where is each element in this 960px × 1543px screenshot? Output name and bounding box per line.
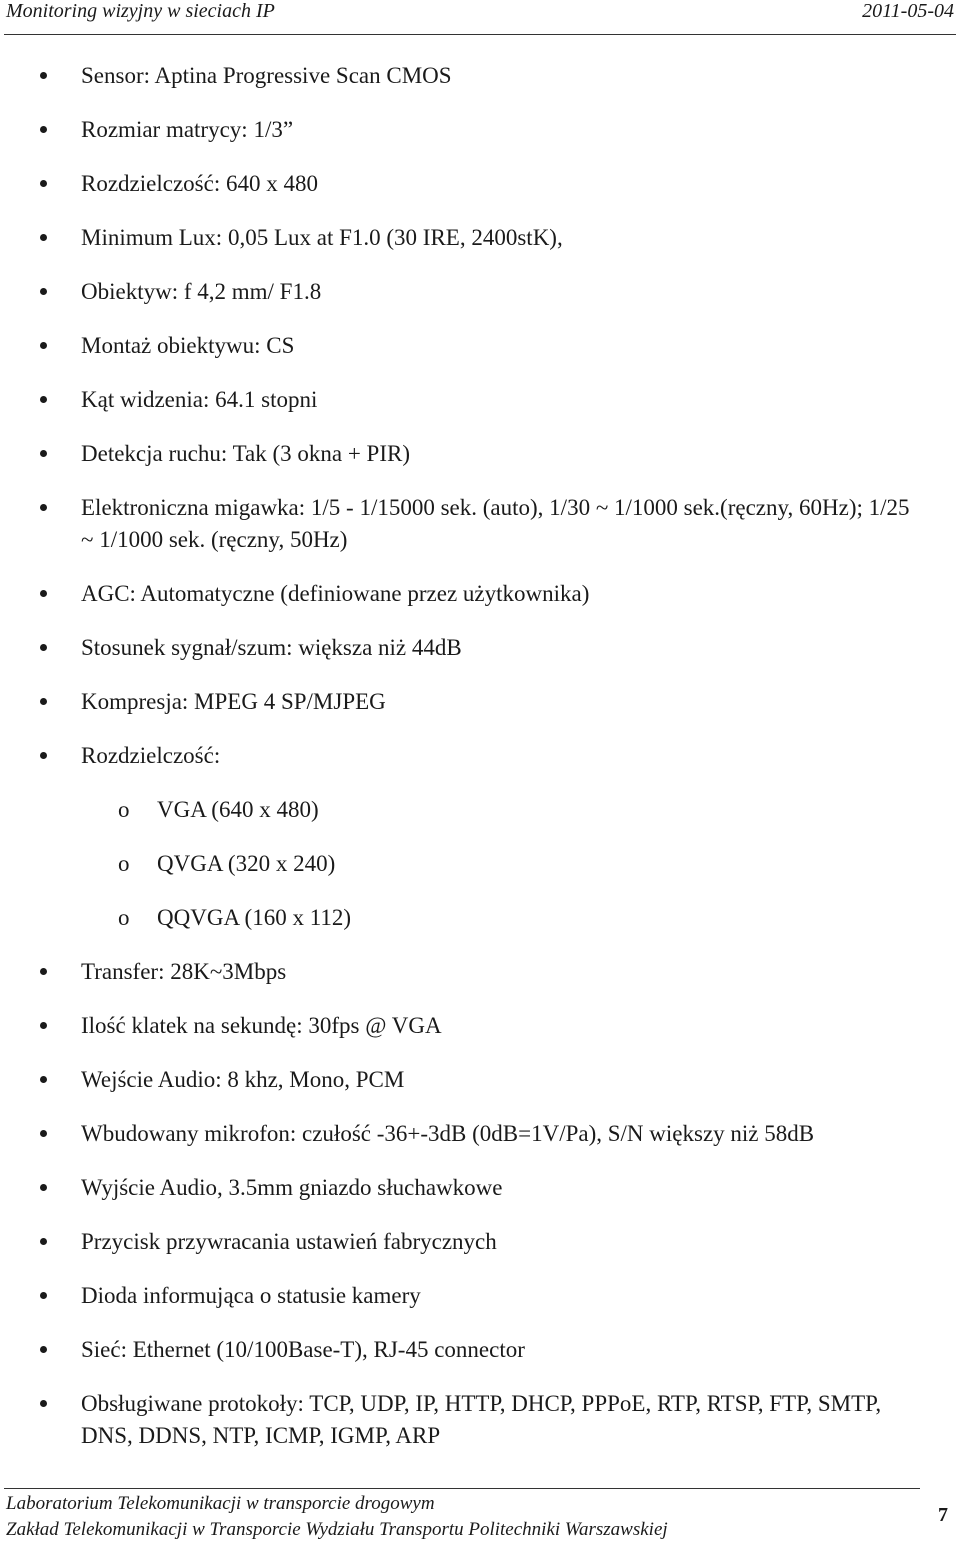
- list-item: [0, 1010, 911, 1042]
- bullet-icon: [40, 180, 47, 187]
- bullet-icon: [40, 644, 47, 651]
- bullet-icon: [40, 288, 47, 295]
- bullet-icon: [40, 126, 47, 133]
- circle-bullet-icon: o: [118, 851, 130, 876]
- sub-list-item-text: VGA (640 x 480): [157, 797, 319, 822]
- list-item-text: Kąt widzenia: 64.1 stopni: [81, 387, 318, 412]
- bullet-icon: [40, 1022, 47, 1029]
- list-item-text: Wyjście Audio, 3.5mm gniazdo słuchawkowe: [81, 1175, 503, 1200]
- page-number: 7: [938, 1504, 948, 1526]
- header-title: Monitoring wizyjny w sieciach IP: [6, 0, 275, 22]
- bullet-icon: [40, 504, 47, 511]
- list-item: [0, 740, 911, 772]
- bullet-icon: [40, 1346, 47, 1353]
- bullet-icon: [40, 234, 47, 241]
- list-item: [0, 222, 911, 254]
- bullet-icon: [40, 450, 47, 457]
- sub-list-item-text: QVGA (320 x 240): [157, 851, 336, 876]
- list-item-text: AGC: Automatyczne (definiowane przez użytkownika): [81, 581, 590, 606]
- bullet-icon: [40, 1184, 47, 1191]
- bullet-icon: [40, 1292, 47, 1299]
- bullet-icon: [40, 1238, 47, 1245]
- list-item: [0, 114, 911, 146]
- header-date: 2011-05-04: [862, 0, 954, 22]
- sub-list-item: [0, 902, 960, 934]
- list-item-text: Sieć: Ethernet (10/100Base-T), RJ-45 connector: [81, 1337, 525, 1362]
- list-item: [0, 632, 911, 664]
- bullet-icon: [40, 698, 47, 705]
- list-item: [0, 1334, 911, 1366]
- list-item-text: Przycisk przywracania ustawień fabrycznych: [81, 1229, 497, 1254]
- list-item-text: Detekcja ruchu: Tak (3 okna + PIR): [81, 441, 411, 466]
- list-item-text: Obiektyw: f 4,2 mm/ F1.8: [81, 279, 322, 304]
- circle-bullet-icon: o: [118, 797, 130, 822]
- bullet-icon: [40, 342, 47, 349]
- spec-list: [0, 60, 960, 1474]
- sub-list-item: [0, 848, 960, 880]
- list-item-text: Ilość klatek na sekundę: 30fps @ VGA: [81, 1013, 442, 1038]
- list-item: [0, 1118, 911, 1150]
- footer-lab-name: Laboratorium Telekomunikacji w transporcie drogowym: [6, 1493, 435, 1514]
- list-item: [0, 1280, 911, 1312]
- list-item: [0, 956, 911, 988]
- sub-list-item: [0, 794, 960, 826]
- bullet-icon: [40, 1076, 47, 1083]
- page-header: [4, 0, 956, 35]
- bullet-icon: [40, 752, 47, 759]
- list-item-text: Dioda informująca o statusie kamery: [81, 1283, 421, 1308]
- list-item-text: Elektroniczna migawka: 1/5 - 1/15000 sek. (auto), 1/30 ~ 1/1000 sek.(ręczny, 60Hz); 1/25 ~ 1/1000 sek. (ręczny, 50Hz): [81, 495, 910, 552]
- circle-bullet-icon: o: [118, 905, 130, 930]
- list-item: [0, 60, 911, 92]
- list-item-text: Minimum Lux: 0,05 Lux at F1.0 (30 IRE, 2400stK),: [81, 225, 563, 250]
- list-item-text: Wejście Audio: 8 khz, Mono, PCM: [81, 1067, 405, 1092]
- page-footer: [4, 1488, 920, 1543]
- bullet-icon: [40, 590, 47, 597]
- list-item-text: Sensor: Aptina Progressive Scan CMOS: [81, 63, 452, 88]
- list-item: [0, 1388, 911, 1452]
- list-item: [0, 1064, 911, 1096]
- list-item: [0, 1172, 911, 1204]
- list-item: [0, 686, 911, 718]
- list-item-text: Obsługiwane protokoły: TCP, UDP, IP, HTTP, DHCP, PPPoE, RTP, RTSP, FTP, SMTP, DNS, DDNS, NTP, ICMP, IGMP, ARP: [81, 1391, 882, 1448]
- list-item-text: Kompresja: MPEG 4 SP/MJPEG: [81, 689, 386, 714]
- bullet-icon: [40, 1130, 47, 1137]
- sub-list-item-text: QQVGA (160 x 112): [157, 905, 351, 930]
- footer-department: Zakład Telekomunikacji w Transporcie Wydziału Transportu Politechniki Warszawskiej: [6, 1519, 668, 1540]
- list-item: [0, 1226, 911, 1258]
- list-item-text: Transfer: 28K~3Mbps: [81, 959, 287, 984]
- bullet-icon: [40, 396, 47, 403]
- list-item: [0, 578, 911, 610]
- list-item: [0, 330, 911, 362]
- list-item-text: Rozdzielczość: 640 x 480: [81, 171, 318, 196]
- list-item-text: Montaż obiektywu: CS: [81, 333, 295, 358]
- list-item: [0, 276, 911, 308]
- list-item: [0, 168, 911, 200]
- bullet-icon: [40, 72, 47, 79]
- list-item-text: Rozdzielczość:: [81, 743, 221, 768]
- list-item-text: Wbudowany mikrofon: czułość -36+-3dB (0dB=1V/Pa), S/N większy niż 58dB: [81, 1121, 815, 1146]
- list-item: [0, 492, 911, 556]
- list-item-text: Stosunek sygnał/szum: większa niż 44dB: [81, 635, 462, 660]
- bullet-icon: [40, 1400, 47, 1407]
- list-item-text: Rozmiar matrycy: 1/3”: [81, 117, 294, 142]
- list-item: [0, 384, 911, 416]
- list-item: [0, 438, 911, 470]
- bullet-icon: [40, 968, 47, 975]
